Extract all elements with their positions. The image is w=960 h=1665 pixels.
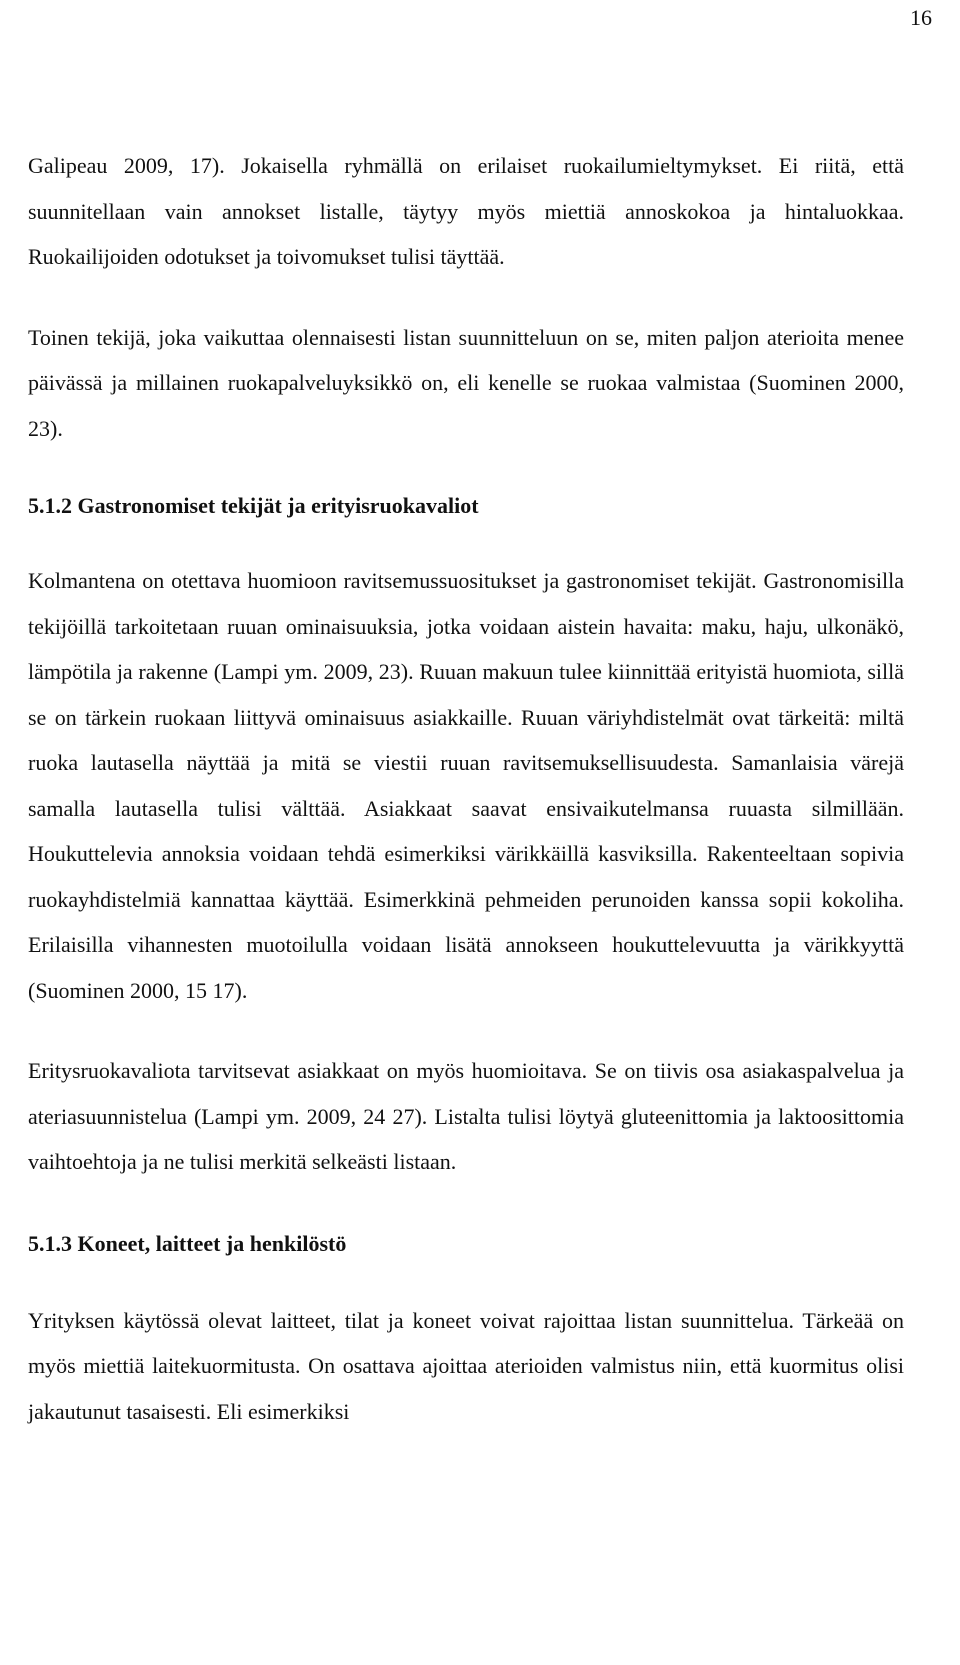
paragraph-gastronomic-factors: Kolmantena on otettava huomioon ravitsemussuositukset ja gastronomiset tekijät. Gastronomisilla tekijöillä tarkoitetaan ruuan ominaisuuksia, jotka voidaan aistein havaita: maku, haju, ulkonäkö, lämpötila ja rakenne (Lampi ym. 2009, 23). Ruuan makuun tulee kiinnittää erityistä huomiota, sillä se on tärkein ruokaan liittyvä ominaisuus asiakkaille. Ruuan väriyhdistelmät ovat tärkeitä: miltä ruoka lautasella näyttää ja mitä se viestii ruuan ravitsemuksellisuudesta. Samanlaisia värejä samalla lautasella tulisi välttää. Asiakkaat saavat ensivaikutelmansa ruuasta silmillään. Houkuttelevia annoksia voidaan tehdä esimerkiksi värikkäillä kasviksilla. Rakenteeltaan sopivia ruokayhdistelmiä kannattaa käyttää. Esimerkkinä pehmeiden perunoiden kanssa sopii kokoliha. Erilaisilla vihannesten muotoilulla voidaan lisätä annokseen houkuttelevuutta ja värikkyyttä (Suominen 2000, 15 17). [28, 568, 904, 1003]
document-body [28, 143, 904, 1434]
paragraph-menu-planning: Galipeau 2009, 17). Jokaisella ryhmällä on erilaiset ruokailumieltymykset. Ei riitä, että suunnitellaan vain annokset listalle, täytyy myös miettiä annoskokoa ja hintaluokkaa. Ruokailijoiden odotukset ja toivomukset tulisi täyttää. [28, 153, 904, 269]
paragraph-second-factor: Toinen tekijä, joka vaikuttaa olennaisesti listan suunnitteluun on se, miten paljon aterioita menee päivässä ja millainen ruokapalveluyksikkö on, eli kenelle se ruokaa valmistaa (Suominen 2000, 23). [28, 324, 904, 441]
page-number: 16 [910, 5, 932, 30]
paragraph-equipment: Yrityksen käytössä olevat laitteet, tilat ja koneet voivat rajoittaa listan suunnittelua. Tärkeää on myös miettiä laitekuormitusta. On osattava ajoittaa aterioiden valmistus niin, että kuormitus olisi jakautunut tasaisesti. Eli esimerkiksi [28, 1307, 904, 1424]
section-heading-equipment: 5.1.3 Koneet, laitteet ja henkilöstö [28, 1230, 347, 1256]
section-heading-gastronomic: 5.1.2 Gastronomiset tekijät ja erityisruokavaliot [28, 493, 479, 518]
paragraph-special-diets: Eritysruokavaliota tarvitsevat asiakkaat on myös huomioitava. Se on tiivis osa asiakaspalvelua ja ateriasuunnistelua (Lampi ym. 2009, 24 27). Listalta tulisi löytyä gluteenittomia ja laktoosittomia vaihtoehtoja ja ne tulisi merkitä selkeästi listaan. [28, 1058, 904, 1174]
